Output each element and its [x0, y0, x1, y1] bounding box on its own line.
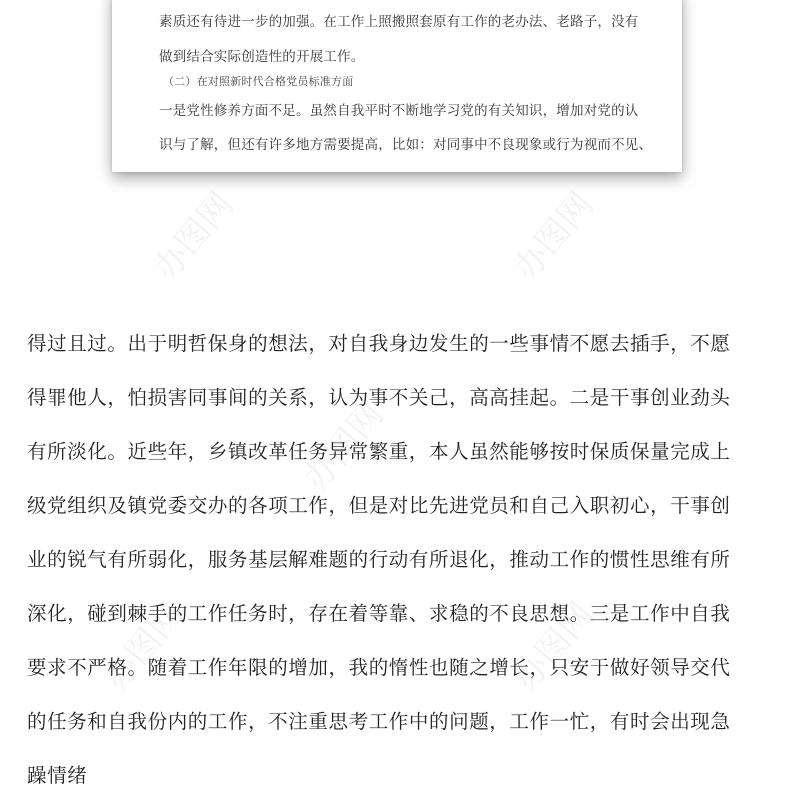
body-line: 级党组织及镇党委交办的各项工作，但是对比先进党员和自己入职初心，干事创 — [27, 494, 731, 517]
preview-paragraph-line: 做到结合实际创造性的开展工作。 — [159, 49, 365, 65]
watermark: 办图网 — [505, 184, 602, 289]
preview-paragraph-line: 素质还有待进一步的加强。在工作上照搬照套原有工作的老办法、老路子，没有 — [159, 14, 639, 30]
watermark: 办图网 — [145, 184, 242, 289]
body-line: 得罪他人，怕损害同事间的关系，认为事不关己，高高挂起。二是干事创业劲头 — [27, 386, 731, 409]
body-line: 躁情绪 — [27, 764, 88, 787]
body-line: 要求不严格。随着工作年限的增加，我的惰性也随之增长，只安于做好领导交代 — [27, 656, 731, 679]
body-line: 得过且过。出于明哲保身的想法，对自我身边发生的一些事情不愿去插手，不愿 — [27, 332, 731, 355]
body-line: 业的锐气有所弱化，服务基层解难题的行动有所退化，推动工作的惯性思维有所 — [27, 548, 731, 571]
preview-paragraph-line: 识与了解，但还有许多地方需要提高，比如：对同事中不良现象或行为视而不见、 — [159, 137, 653, 153]
preview-section-heading: （二）在对照新时代合格党员标准方面 — [163, 75, 354, 88]
body-line: 的任务和自我份内的工作，不注重思考工作中的问题，工作一忙，有时会出现急 — [27, 710, 731, 733]
body-line: 有所淡化。近些年，乡镇改革任务异常繁重，本人虽然能够按时保质保量完成上 — [27, 440, 731, 463]
watermark: 办图网 — [95, 594, 192, 699]
document-preview-card — [112, 0, 682, 172]
watermark: 办图网 — [505, 594, 602, 699]
preview-paragraph-line: 一是党性修养方面不足。虽然自我平时不断地学习党的有关知识，增加对党的认 — [159, 103, 639, 119]
body-line: 深化，碰到棘手的工作任务时，存在着等靠、求稳的不良思想。三是工作中自我 — [27, 602, 731, 625]
watermark: 办图网 — [295, 394, 392, 499]
